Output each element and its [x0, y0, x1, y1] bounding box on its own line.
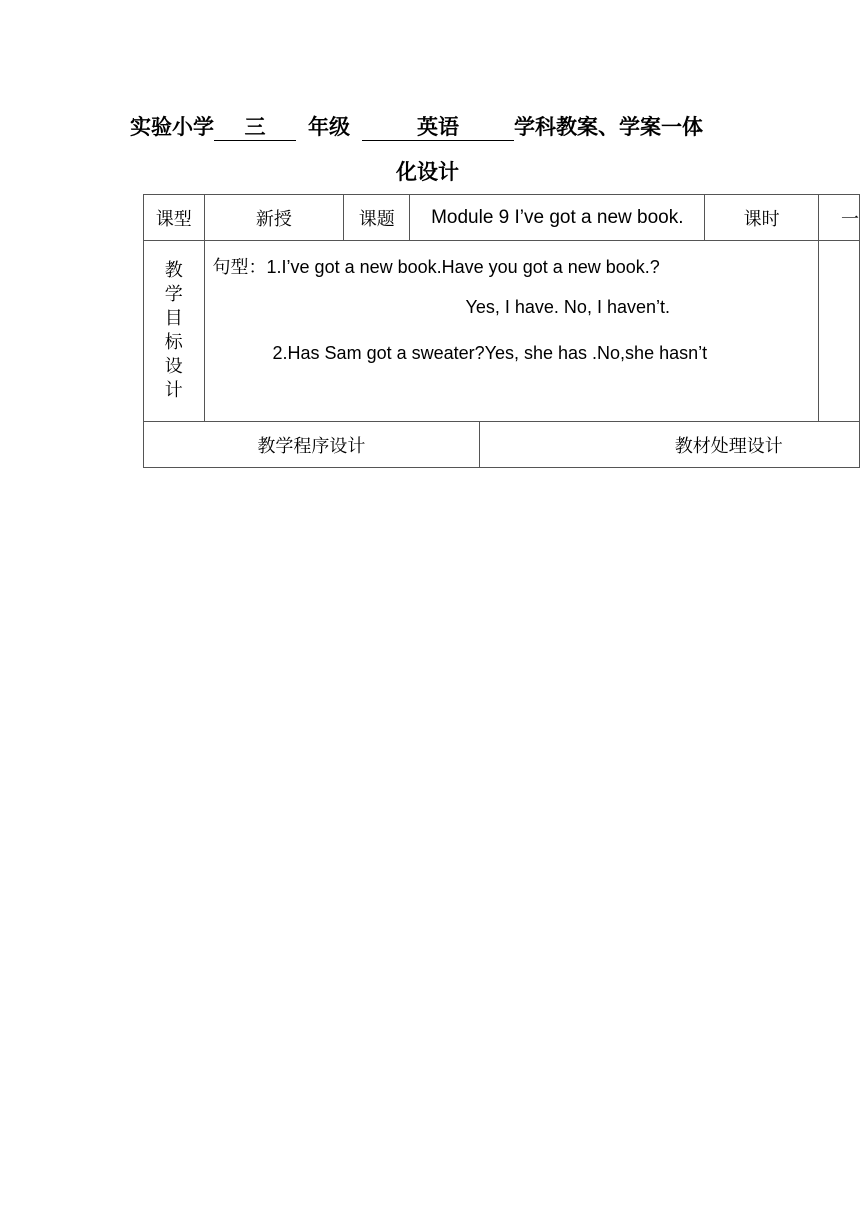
goals-line-1	[213, 253, 660, 279]
info-row	[144, 195, 860, 241]
grade-value: 三	[244, 115, 266, 139]
doc-title	[130, 112, 703, 142]
goals-row	[144, 241, 860, 422]
doc-title-line2: 化设计	[396, 160, 459, 184]
period-value: 一	[818, 195, 859, 241]
goals-sentence-1: 1.I’ve got a new book.Have you got a new book.?	[266, 257, 660, 277]
goals-side-cell	[818, 241, 859, 422]
topic-label: 课题	[344, 195, 410, 241]
goals-content	[204, 241, 818, 422]
header-row-procedure	[144, 422, 860, 468]
lesson-plan-table	[143, 194, 860, 468]
goals-line-2: Yes, I have. No, I haven’t.	[465, 297, 670, 317]
lesson-type-value: 新授	[204, 195, 344, 241]
procedure-label: 教学程序设计	[144, 422, 480, 468]
subject-blank	[362, 114, 514, 141]
lesson-type-label: 课型	[144, 195, 205, 241]
subject-value: 英语	[417, 115, 459, 139]
goals-line-3: 2.Has Sam got a sweater?Yes, she has .No,she hasn’t	[272, 343, 708, 363]
title-suffix: 学科教案、学案一体	[514, 115, 703, 139]
grade-blank	[214, 114, 296, 141]
goals-prefix: 句型：	[212, 257, 267, 278]
material-label: 教材处理设计	[479, 422, 859, 468]
period-label: 课时	[705, 195, 819, 241]
goals-label-cell	[144, 241, 205, 422]
goals-label: 教学目标设计	[164, 260, 183, 401]
grade-label: 年级	[308, 115, 350, 139]
topic-value: Module 9 I’ve got a new book.	[410, 195, 705, 241]
school-name: 实验小学	[130, 115, 214, 139]
